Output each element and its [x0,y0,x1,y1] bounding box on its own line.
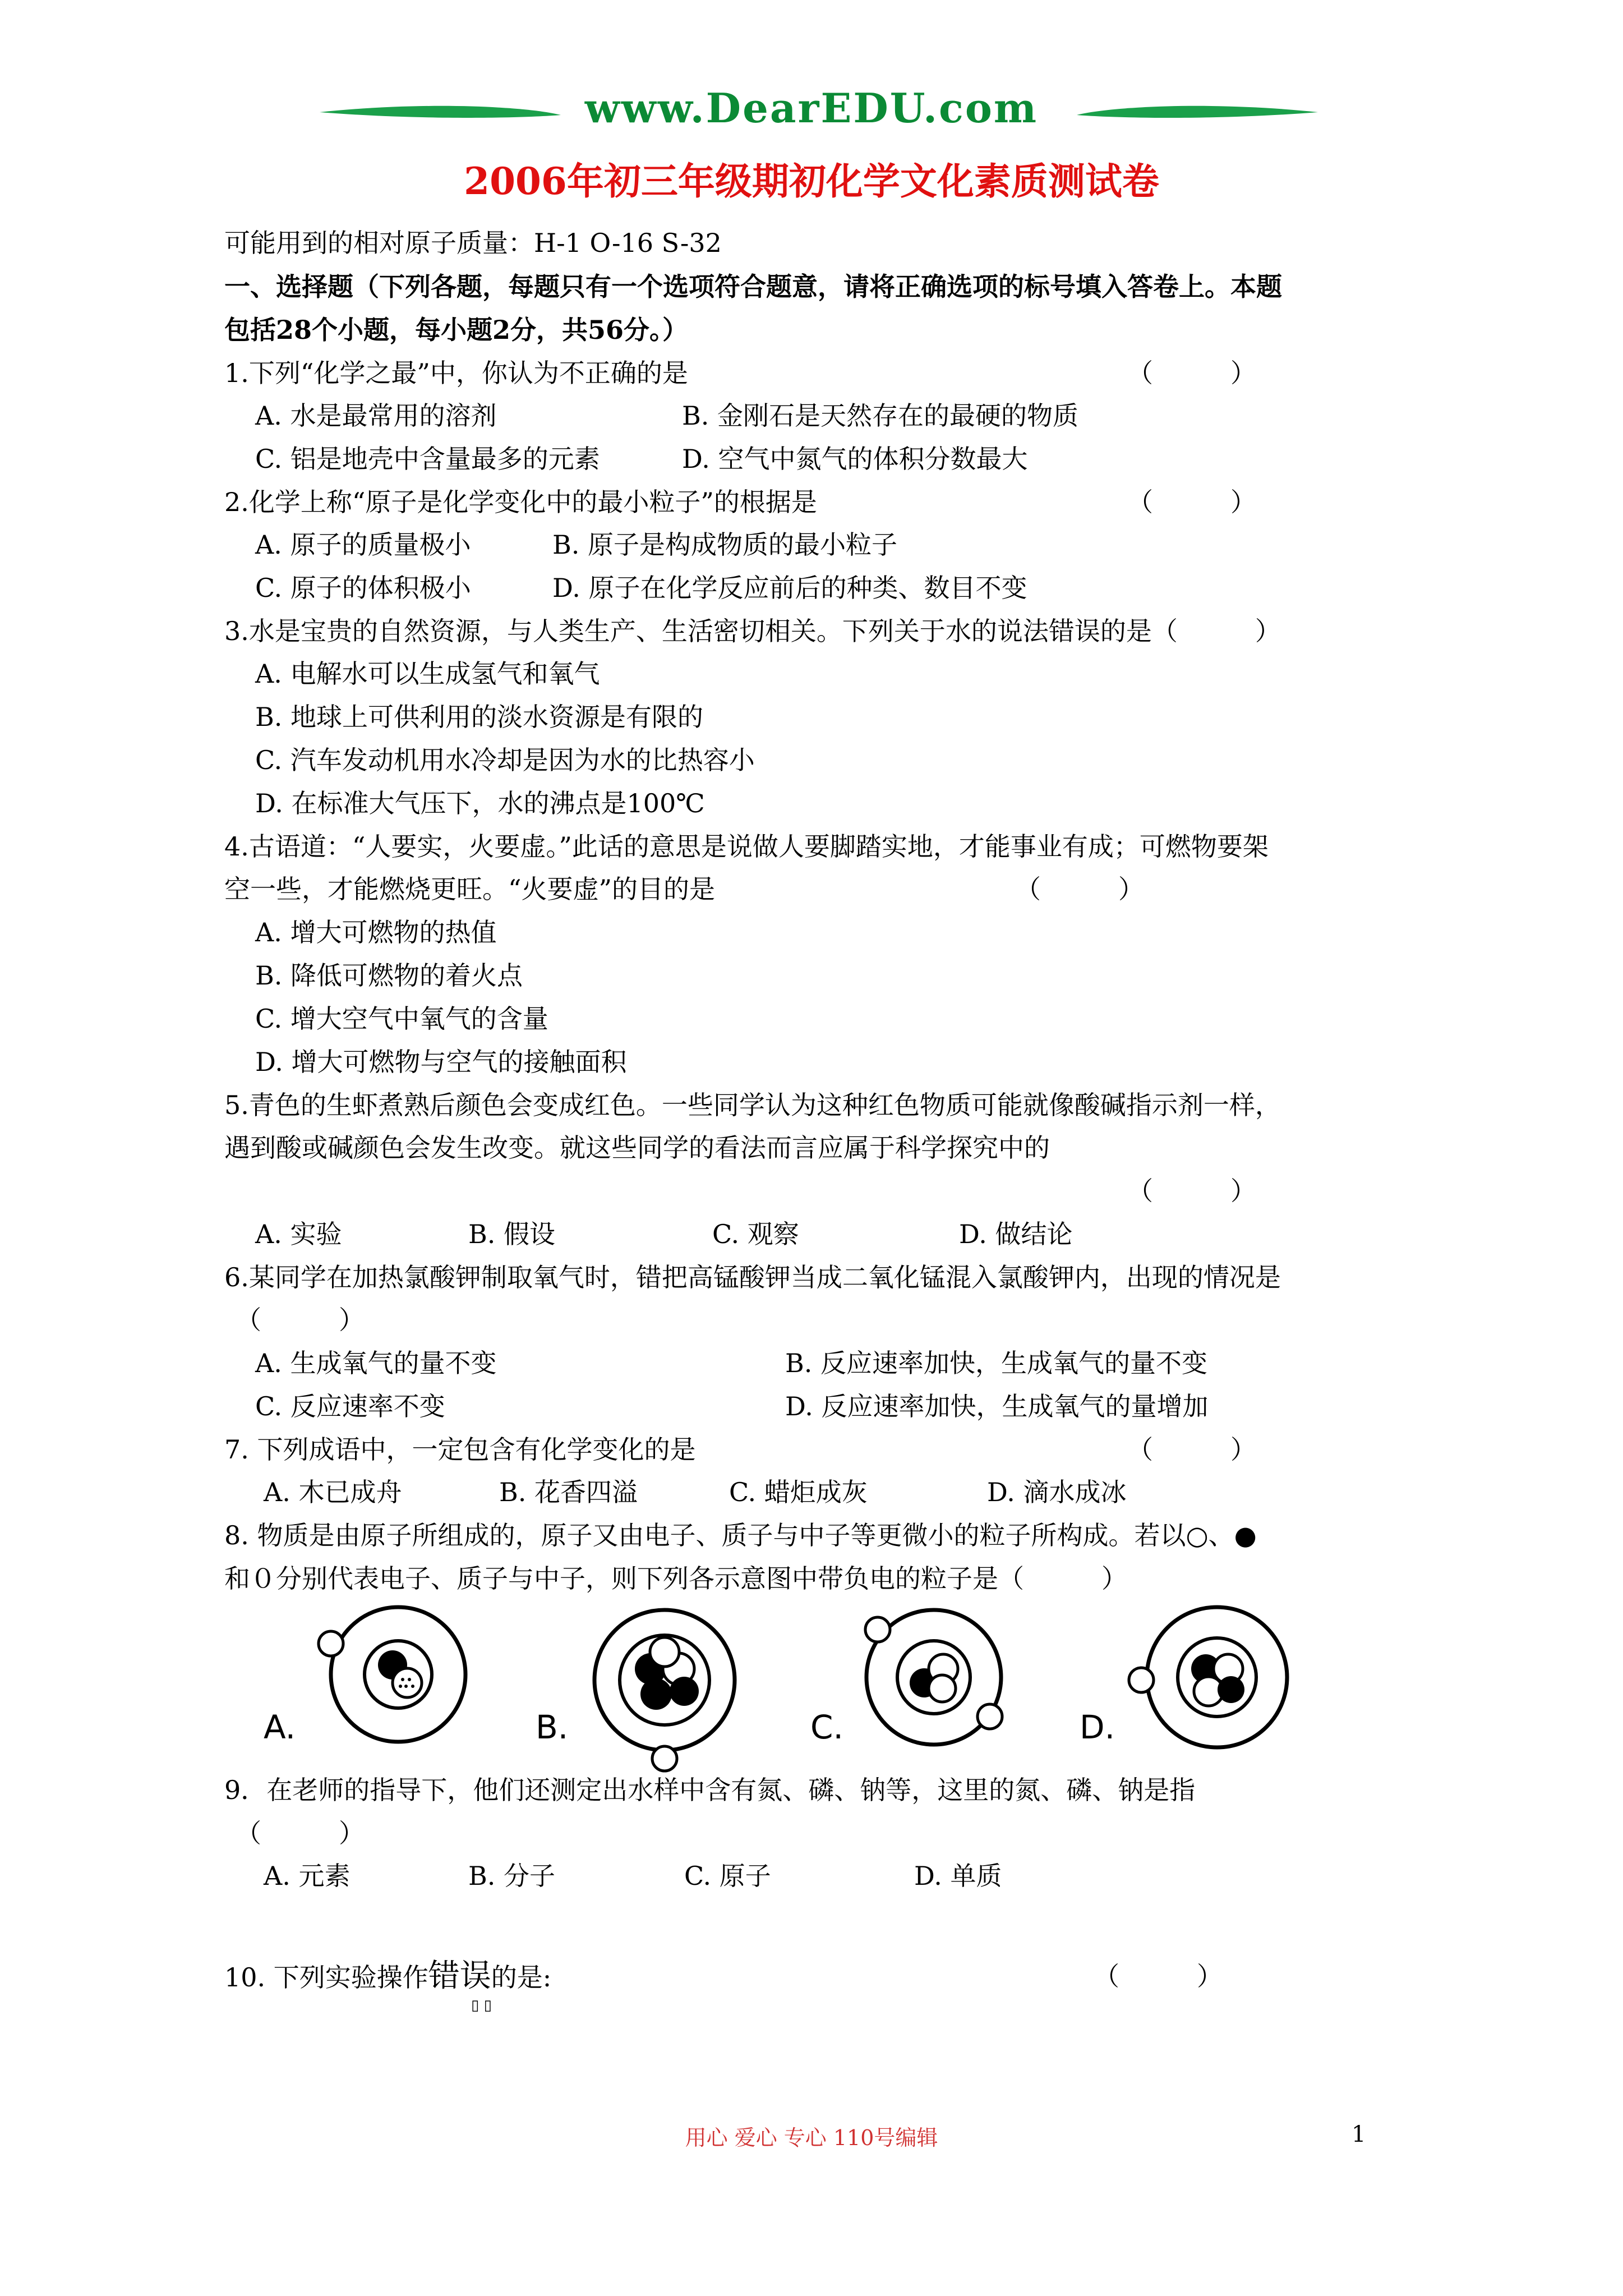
q3-option-a: A. 电解水可以生成氢气和氧气 [255,659,600,689]
page-number: 1 [1352,2122,1366,2147]
q8-stem-line2: 和０分别代表电子、质子与中子，则下列各示意图中带负电的粒子是（ ） [224,1563,1127,1594]
q6-answer-blank: （ ） [236,1305,365,1335]
q6-stem-line1: 6.某同学在加热氯酸钾制取氧气时，错把高锰酸钾当成二氧化锰混入氯酸钾内，出现的情况是 [224,1262,1281,1292]
q2-option-c: C. 原子的体积极小 [255,573,471,603]
q10-answer-blank: （ ） [1094,1961,1223,1991]
q4-option-c: C. 增大空气中氧气的含量 [255,1004,548,1034]
q10-stem-pre: 10. 下列实验操作 [224,1962,428,1993]
q7-stem: 7. 下列成语中，一定包含有化学变化的是 [224,1434,696,1465]
q7-answer-blank: （ ） [1127,1434,1256,1465]
q5-option-a: A. 实验 [255,1219,342,1249]
q3-option-b: B. 地球上可供利用的淡水资源是有限的 [255,702,704,732]
q2-option-d: D. 原子在化学反应前后的种类、数目不变 [552,573,1027,603]
q4-answer-blank: （ ） [1015,874,1144,904]
q5-stem-line2: 遇到酸或碱颜色会发生改变。就这些同学的看法而言应属于科学探究中的 [224,1133,1050,1163]
q6-option-b: B. 反应速率加快，生成氧气的量不变 [785,1348,1208,1378]
q1-option-d: D. 空气中氮气的体积分数最大 [682,444,1028,474]
q3-option-c: C. 汽车发动机用水冷却是因为水的比热容小 [255,745,755,775]
atom-label-c: C. [810,1708,843,1746]
q6-option-a: A. 生成氧气的量不变 [255,1348,497,1378]
atomic-mass-note: 可能用到的相对原子质量：H-1 O-16 S-32 [224,228,722,258]
q6-option-d: D. 反应速率加快，生成氧气的量增加 [785,1391,1209,1421]
q9-option-b: B. 分子 [468,1861,556,1891]
q8-stem-line1: 8. 物质是由原子所组成的，原子又由电子、质子与中子等更微小的粒子所构成。若以○、● [224,1520,1257,1550]
atom-diagram-b [572,1599,751,1767]
q2-option-b: B. 原子是构成物质的最小粒子 [552,530,898,560]
q4-stem-line2: 空一些，才能燃烧更旺。“火要虚”的目的是 [224,874,716,904]
q2-option-a: A. 原子的质量极小 [255,530,471,560]
section-heading-line1: 一、选择题（下列各题，每题只有一个选项符合题意，请将正确选项的标号填入答卷上。本题 [224,272,1282,302]
q3-stem: 3.水是宝贵的自然资源，与人类生产、生活密切相关。下列关于水的说法错误的是（ ） [224,616,1281,646]
q9-option-d: D. 单质 [914,1861,1002,1891]
q3-option-d: D. 在标准大气压下，水的沸点是100℃ [255,788,705,818]
document-title: 2006年初三年级期初化学文化素质测试卷 [464,159,1159,203]
q7-option-a: A. 木已成舟 [264,1477,402,1507]
section-heading-line2: 包括28个小题，每小题2分，共56分。） [224,315,689,345]
q7-option-b: B. 花香四溢 [499,1477,638,1507]
q4-option-b: B. 降低可燃物的着火点 [255,960,523,991]
q1-option-b: B. 金刚石是天然存在的最硬的物质 [682,401,1079,431]
atom-label-b: B. [536,1708,569,1746]
q4-option-a: A. 增大可燃物的热值 [255,917,497,947]
q4-stem-line1: 4.古语道：“人要实，火要虚。”此话的意思是说做人要脚踏实地，才能事业有成；可燃物要架 [224,831,1269,862]
q10-stem [224,1958,552,1994]
q9-stem-line1: 9．在老师的指导下，他们还测定出水样中含有氮、磷、钠等，这里的氮、磷、钠是指 [224,1775,1196,1805]
atom-label-a: A. [264,1708,296,1746]
atom-diagram-d [1116,1599,1307,1761]
q1-option-a: A. 水是最常用的溶剂 [255,401,497,431]
site-logo: www.DearEDU.com [584,84,1039,132]
q9-option-c: C. 原子 [684,1861,771,1891]
q10-stem-post: 的是: [491,1962,552,1993]
q10-marks: ▯ ▯ [471,1997,492,2014]
q1-stem: 1.下列“化学之最”中，你认为不正确的是 [224,358,688,388]
q1-answer-blank: （ ） [1127,358,1256,388]
atom-diagram-c [841,1602,1032,1764]
q10-stem-emphasis: 错误 [428,1958,491,1994]
footer-text: 用心 爱心 专心 110号编辑 [685,2125,938,2150]
atom-b-icon [572,1599,751,1767]
atom-d-icon [1116,1599,1307,1761]
q9-option-a: A. 元素 [264,1861,351,1891]
q7-option-c: C. 蜡炬成灰 [729,1477,868,1507]
q9-answer-blank: （ ） [236,1818,365,1848]
q1-option-c: C. 铝是地壳中含量最多的元素 [255,444,600,474]
q4-option-d: D. 增大可燃物与空气的接触面积 [255,1047,627,1077]
q5-option-c: C. 观察 [712,1219,799,1249]
q2-stem: 2.化学上称“原子是化学变化中的最小粒子”的根据是 [224,487,817,517]
atom-label-d: D. [1080,1708,1115,1746]
atom-c-icon [841,1602,1032,1764]
q7-option-d: D. 滴水成冰 [987,1477,1127,1507]
q5-option-b: B. 假设 [468,1219,556,1249]
q5-stem-line1: 5.青色的生虾煮熟后颜色会变成红色。一些同学认为这种红色物质可能就像酸碱指示剂一样， [224,1090,1281,1120]
q6-option-c: C. 反应速率不变 [255,1391,445,1421]
q2-answer-blank: （ ） [1127,487,1256,517]
q5-answer-blank: （ ） [1127,1176,1256,1206]
q5-option-d: D. 做结论 [959,1219,1073,1249]
